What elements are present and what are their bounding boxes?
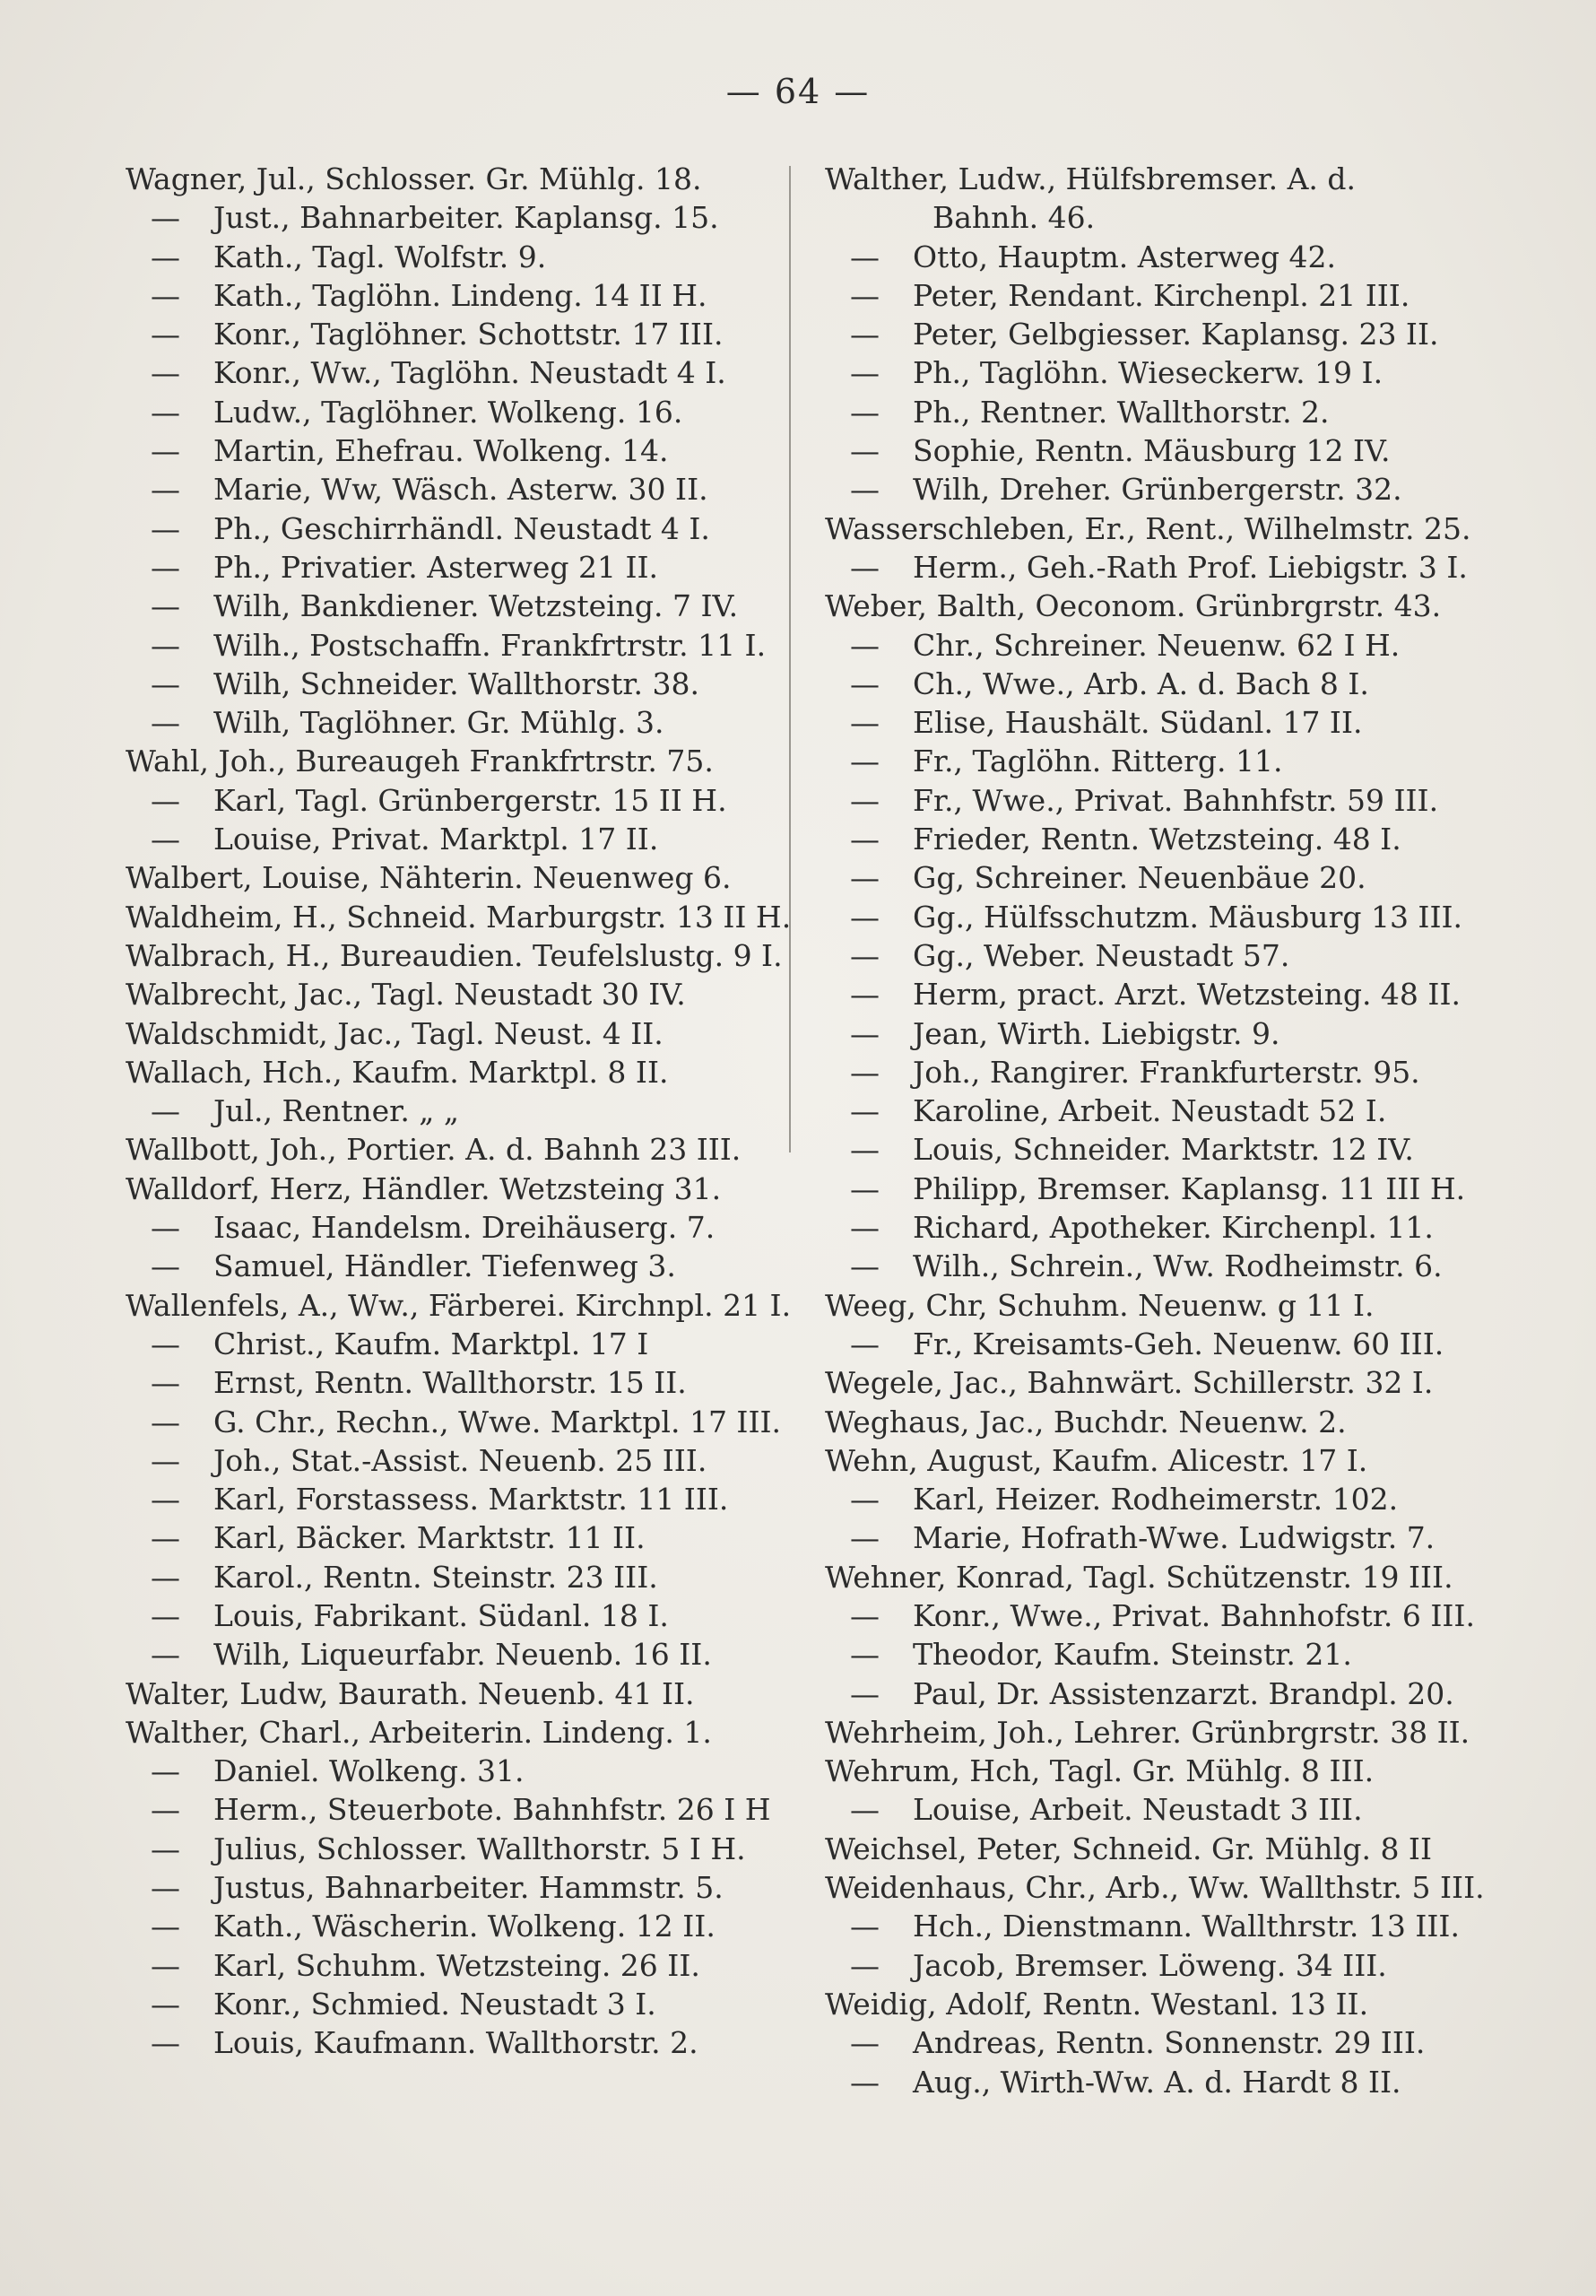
entry-text: Jacob, Bremser. Löweng. 34 III. xyxy=(913,1947,1387,1983)
entry-text: Kath., Wäscherin. Wolkeng. 12 II. xyxy=(213,1909,716,1944)
ditto-dash: — xyxy=(850,744,880,779)
ditto-dash: — xyxy=(850,937,880,973)
directory-entry xyxy=(126,1713,798,1752)
entry-text: Wilh, Taglöhner. Gr. Mühlg. 3. xyxy=(213,705,664,741)
directory-sub-entry xyxy=(825,1091,1506,1130)
ditto-dash: — xyxy=(850,394,880,430)
ditto-dash: — xyxy=(151,782,180,818)
directory-entry xyxy=(825,1558,1506,1596)
entry-text: Kath., Tagl. Wolfstr. 9. xyxy=(213,239,547,274)
directory-entry xyxy=(825,160,1506,198)
directory-sub-entry xyxy=(126,1208,798,1247)
ditto-dash: — xyxy=(151,200,180,236)
directory-sub-entry xyxy=(126,1518,798,1557)
entry-text: Justus, Bahnarbeiter. Hammstr. 5. xyxy=(213,1870,724,1906)
ditto-dash: — xyxy=(850,822,880,857)
ditto-dash: — xyxy=(151,588,180,624)
directory-sub-entry xyxy=(126,1868,798,1907)
directory-sub-entry xyxy=(126,626,798,665)
entry-text: Wallbott, Joh., Portier. A. d. Bahnh 23 III. xyxy=(126,1132,742,1168)
directory-sub-entry xyxy=(825,1325,1506,1363)
directory-sub-entry xyxy=(126,509,798,548)
entry-text: Waldschmidt, Jac., Tagl. Neust. 4 II. xyxy=(126,1015,664,1051)
entry-text: Wilh, Dreher. Grünbergerstr. 32. xyxy=(913,472,1402,508)
entry-text: Bahnh. 46. xyxy=(932,200,1096,236)
directory-sub-entry xyxy=(825,276,1506,315)
directory-sub-entry xyxy=(126,315,798,353)
directory-sub-entry xyxy=(825,742,1506,780)
directory-entry xyxy=(126,898,798,936)
entry-text: Konr., Wwe., Privat. Bahnhofstr. 6 III. xyxy=(913,1597,1475,1633)
directory-sub-entry xyxy=(825,1170,1506,1208)
entry-text: Theodor, Kaufm. Steinstr. 21. xyxy=(913,1637,1352,1673)
directory-entry xyxy=(825,1441,1506,1480)
entry-text: Wehrum, Hch, Tagl. Gr. Mühlg. 8 III. xyxy=(825,1753,1375,1789)
entry-text: Walbert, Louise, Nähterin. Neuenweg 6. xyxy=(126,860,732,896)
directory-sub-entry xyxy=(126,1830,798,1868)
ditto-dash: — xyxy=(151,1986,180,2022)
ditto-dash: — xyxy=(850,977,880,1013)
directory-sub-entry xyxy=(126,353,798,392)
entry-text: Fr., Wwe., Privat. Bahnhfstr. 59 III. xyxy=(913,782,1439,818)
entry-text: Weeg, Chr, Schuhm. Neuenw. g 11 I. xyxy=(825,1287,1375,1323)
entry-text: Sophie, Rentn. Mäusburg 12 IV. xyxy=(913,433,1391,469)
ditto-dash: — xyxy=(151,822,180,857)
entry-text: Wasserschleben, Er., Rent., Wilhelmstr. 25. xyxy=(825,510,1471,546)
entry-text: Wallenfels, A., Ww., Färberei. Kirchnpl. 21 I. xyxy=(126,1287,792,1323)
directory-sub-entry xyxy=(825,820,1506,858)
directory-sub-entry xyxy=(825,936,1506,975)
directory-sub-entry xyxy=(126,1596,798,1635)
entry-text: Ch., Wwe., Arb. A. d. Bach 8 I. xyxy=(913,665,1369,701)
ditto-dash: — xyxy=(151,472,180,508)
directory-sub-entry xyxy=(825,626,1506,665)
directory-sub-entry xyxy=(825,315,1506,353)
entry-text: Wilh, Liqueurfabr. Neuenb. 16 II. xyxy=(213,1637,712,1673)
directory-sub-entry xyxy=(126,1946,798,1985)
entry-text: Weichsel, Peter, Schneid. Gr. Mühlg. 8 II xyxy=(825,1831,1432,1866)
entry-text: Chr., Schreiner. Neuenw. 62 I H. xyxy=(913,627,1401,663)
directory-sub-entry xyxy=(825,2063,1506,2101)
entry-text: G. Chr., Rechn., Wwe. Marktpl. 17 III. xyxy=(213,1404,782,1439)
entry-text: Paul, Dr. Assistenzarzt. Brandpl. 20. xyxy=(913,1675,1454,1711)
entry-text: Gg., Hülfsschutzm. Mäusburg 13 III. xyxy=(913,899,1463,935)
entry-text: Wahl, Joh., Bureaugeh Frankfrtrstr. 75. xyxy=(126,744,714,779)
entry-text: Konr., Taglöhner. Schottstr. 17 III. xyxy=(213,317,724,352)
ditto-dash: — xyxy=(151,1482,180,1518)
ditto-dash: — xyxy=(850,1675,880,1711)
directory-sub-entry xyxy=(825,1946,1506,1985)
ditto-dash: — xyxy=(850,627,880,663)
entry-text: Peter, Rendant. Kirchenpl. 21 III. xyxy=(913,277,1410,313)
ditto-dash: — xyxy=(850,1637,880,1673)
directory-sub-entry xyxy=(126,1480,798,1518)
directory-sub-entry xyxy=(126,1790,798,1829)
directory-sub-entry xyxy=(825,548,1506,587)
entry-text: Weghaus, Jac., Buchdr. Neuenw. 2. xyxy=(825,1404,1347,1439)
directory-sub-entry xyxy=(825,353,1506,392)
ditto-dash: — xyxy=(850,1210,880,1246)
entry-text: Wegele, Jac., Bahnwärt. Schillerstr. 32 I. xyxy=(825,1365,1434,1401)
ditto-dash: — xyxy=(850,277,880,313)
directory-sub-entry xyxy=(825,1053,1506,1091)
directory-sub-entry xyxy=(126,1558,798,1596)
directory-sub-entry xyxy=(126,1635,798,1674)
directory-entry xyxy=(126,1014,798,1053)
directory-entry-continuation xyxy=(825,198,1506,237)
entry-text: Louis, Schneider. Marktstr. 12 IV. xyxy=(913,1132,1414,1168)
directory-entry xyxy=(126,975,798,1013)
entry-text: Herm., Steuerbote. Bahnhfstr. 26 I H xyxy=(213,1792,771,1828)
entry-text: Kath., Taglöhn. Lindeng. 14 II H. xyxy=(213,277,707,313)
directory-entry xyxy=(825,1363,1506,1402)
directory-entry xyxy=(126,1130,798,1169)
entry-text: Wehrheim, Joh., Lehrer. Grünbrgrstr. 38 II. xyxy=(825,1714,1470,1750)
ditto-dash: — xyxy=(151,1093,180,1129)
ditto-dash: — xyxy=(850,2025,880,2061)
entry-text: Karl, Schuhm. Wetzsteing. 26 II. xyxy=(213,1947,700,1983)
directory-sub-entry xyxy=(126,665,798,703)
directory-sub-entry xyxy=(126,1752,798,1790)
directory-sub-entry xyxy=(126,1325,798,1363)
directory-sub-entry xyxy=(126,587,798,625)
ditto-dash: — xyxy=(151,1597,180,1633)
directory-sub-entry xyxy=(825,1674,1506,1713)
directory-sub-entry xyxy=(126,2023,798,2062)
entry-text: Wilh., Postschaffn. Frankfrtrstr. 11 I. xyxy=(213,627,767,663)
directory-entry xyxy=(825,1752,1506,1790)
ditto-dash: — xyxy=(850,239,880,274)
entry-text: Gg., Weber. Neustadt 57. xyxy=(913,937,1290,973)
ditto-dash: — xyxy=(850,1170,880,1206)
entry-text: Weber, Balth, Oeconom. Grünbrgrstr. 43. xyxy=(825,588,1442,624)
ditto-dash: — xyxy=(850,1482,880,1518)
ditto-dash: — xyxy=(151,1947,180,1983)
ditto-dash: — xyxy=(850,1015,880,1051)
ditto-dash: — xyxy=(850,317,880,352)
directory-entry xyxy=(126,1053,798,1091)
entry-text: Joh., Rangirer. Frankfurterstr. 95. xyxy=(913,1054,1420,1090)
ditto-dash: — xyxy=(850,665,880,701)
ditto-dash: — xyxy=(151,1909,180,1944)
directory-entry xyxy=(126,1286,798,1325)
directory-sub-entry xyxy=(825,238,1506,276)
entry-text: Samuel, Händler. Tiefenweg 3. xyxy=(213,1248,676,1284)
directory-entry xyxy=(825,1713,1506,1752)
ditto-dash: — xyxy=(151,1792,180,1828)
directory-entry xyxy=(126,936,798,975)
directory-sub-entry xyxy=(825,1247,1506,1285)
directory-entry xyxy=(825,1403,1506,1441)
entry-text: Marie, Ww, Wäsch. Asterw. 30 II. xyxy=(213,472,708,508)
ditto-dash: — xyxy=(151,317,180,352)
directory-sub-entry xyxy=(126,1907,798,1945)
directory-sub-entry xyxy=(126,431,798,470)
entry-text: Isaac, Handelsm. Dreihäuserg. 7. xyxy=(213,1210,716,1246)
directory-sub-entry xyxy=(126,548,798,587)
directory-sub-entry xyxy=(126,1247,798,1285)
entry-text: Ludw., Taglöhner. Wolkeng. 16. xyxy=(213,394,683,430)
directory-sub-entry xyxy=(126,1985,798,2023)
entry-text: Richard, Apotheker. Kirchenpl. 11. xyxy=(913,1210,1434,1246)
entry-text: Waldheim, H., Schneid. Marburgstr. 13 II H. xyxy=(126,899,792,935)
directory-entry xyxy=(825,1868,1506,1907)
directory-sub-entry xyxy=(126,1363,798,1402)
entry-text: Christ., Kaufm. Marktpl. 17 I xyxy=(213,1326,649,1361)
entry-text: Konr., Ww., Taglöhn. Neustadt 4 I. xyxy=(213,355,726,391)
directory-sub-entry xyxy=(126,1403,798,1441)
entry-text: Ph., Geschirrhändl. Neustadt 4 I. xyxy=(213,510,710,546)
entry-text: Peter, Gelbgiesser. Kaplansg. 23 II. xyxy=(913,317,1439,352)
ditto-dash: — xyxy=(151,239,180,274)
directory-entry xyxy=(825,1830,1506,1868)
entry-text: Wilh., Schrein., Ww. Rodheimstr. 6. xyxy=(913,1248,1443,1284)
entry-text: Wagner, Jul., Schlosser. Gr. Mühlg. 18. xyxy=(126,161,702,196)
ditto-dash: — xyxy=(850,1947,880,1983)
entry-text: Wilh, Bankdiener. Wetzsteing. 7 IV. xyxy=(213,588,739,624)
entry-text: Martin, Ehefrau. Wolkeng. 14. xyxy=(213,433,669,469)
entry-text: Fr., Taglöhn. Ritterg. 11. xyxy=(913,744,1283,779)
ditto-dash: — xyxy=(850,1248,880,1284)
entry-text: Julius, Schlosser. Wallthorstr. 5 I H. xyxy=(213,1831,746,1866)
entry-text: Aug., Wirth-Ww. A. d. Hardt 8 II. xyxy=(913,2064,1401,2100)
ditto-dash: — xyxy=(850,782,880,818)
ditto-dash: — xyxy=(850,1792,880,1828)
entry-text: Andreas, Rentn. Sonnenstr. 29 III. xyxy=(913,2025,1426,2061)
entry-text: Just., Bahnarbeiter. Kaplansg. 15. xyxy=(213,200,719,236)
ditto-dash: — xyxy=(151,1753,180,1789)
directory-sub-entry xyxy=(825,975,1506,1013)
entry-text: Karl, Heizer. Rodheimerstr. 102. xyxy=(913,1482,1399,1518)
entry-text: Otto, Hauptm. Asterweg 42. xyxy=(913,239,1336,274)
ditto-dash: — xyxy=(850,1909,880,1944)
directory-sub-entry xyxy=(825,1596,1506,1635)
entry-text: Daniel. Wolkeng. 31. xyxy=(213,1753,525,1789)
ditto-dash: — xyxy=(151,1559,180,1595)
entry-text: Weidenhaus, Chr., Arb., Ww. Wallthstr. 5 III. xyxy=(825,1870,1485,1906)
ditto-dash: — xyxy=(151,510,180,546)
ditto-dash: — xyxy=(151,1442,180,1478)
entry-text: Walter, Ludw, Baurath. Neuenb. 41 II. xyxy=(126,1675,695,1711)
ditto-dash: — xyxy=(151,1637,180,1673)
ditto-dash: — xyxy=(151,277,180,313)
page-number: — 64 — xyxy=(725,72,871,111)
entry-text: Jul., Rentner. „ „ xyxy=(213,1093,459,1129)
directory-entry xyxy=(126,1674,798,1713)
directory-sub-entry xyxy=(825,1518,1506,1557)
entry-text: Hch., Dienstmann. Wallthrstr. 13 III. xyxy=(913,1909,1460,1944)
ditto-dash: — xyxy=(850,1520,880,1556)
ditto-dash: — xyxy=(151,627,180,663)
ditto-dash: — xyxy=(850,899,880,935)
entry-text: Karl, Forstassess. Marktstr. 11 III. xyxy=(213,1482,729,1518)
ditto-dash: — xyxy=(151,355,180,391)
ditto-dash: — xyxy=(151,1870,180,1906)
entry-text: Wehn, August, Kaufm. Alicestr. 17 I. xyxy=(825,1442,1368,1478)
entry-text: Walbrecht, Jac., Tagl. Neustadt 30 IV. xyxy=(126,977,686,1013)
ditto-dash: — xyxy=(850,2064,880,2100)
directory-entry xyxy=(126,1170,798,1208)
directory-sub-entry xyxy=(126,393,798,431)
entry-text: Joh., Stat.-Assist. Neuenb. 25 III. xyxy=(213,1442,707,1478)
entry-text: Louis, Kaufmann. Wallthorstr. 2. xyxy=(213,2025,698,2061)
entry-text: Louise, Arbeit. Neustadt 3 III. xyxy=(913,1792,1363,1828)
entry-text: Fr., Kreisamts-Geh. Neuenw. 60 III. xyxy=(913,1326,1444,1361)
ditto-dash: — xyxy=(151,665,180,701)
entry-text: Karl, Tagl. Grünbergerstr. 15 II H. xyxy=(213,782,727,818)
entry-text: Wilh, Schneider. Wallthorstr. 38. xyxy=(213,665,699,701)
directory-sub-entry xyxy=(126,276,798,315)
directory-sub-entry xyxy=(825,1208,1506,1247)
ditto-dash: — xyxy=(151,1210,180,1246)
ditto-dash: — xyxy=(850,1093,880,1129)
entry-text: Karl, Bäcker. Marktstr. 11 II. xyxy=(213,1520,646,1556)
ditto-dash: — xyxy=(151,1520,180,1556)
entry-text: Ernst, Rentn. Wallthorstr. 15 II. xyxy=(213,1365,687,1401)
directory-sub-entry xyxy=(825,431,1506,470)
directory-sub-entry xyxy=(825,1480,1506,1518)
entry-text: Marie, Hofrath-Wwe. Ludwigstr. 7. xyxy=(913,1520,1436,1556)
directory-sub-entry xyxy=(825,1790,1506,1829)
directory-sub-entry xyxy=(825,781,1506,820)
ditto-dash: — xyxy=(850,1597,880,1633)
entry-text: Walther, Ludw., Hülfsbremser. A. d. xyxy=(825,161,1357,196)
entry-text: Elise, Haushält. Südanl. 17 II. xyxy=(913,705,1363,741)
entry-text: Weidig, Adolf, Rentn. Westanl. 13 II. xyxy=(825,1986,1369,2022)
ditto-dash: — xyxy=(850,433,880,469)
entry-text: Louise, Privat. Marktpl. 17 II. xyxy=(213,822,659,857)
entry-text: Walbrach, H., Bureaudien. Teufelslustg. 9 I. xyxy=(126,937,783,973)
ditto-dash: — xyxy=(850,705,880,741)
directory-entry xyxy=(126,742,798,780)
ditto-dash: — xyxy=(151,433,180,469)
ditto-dash: — xyxy=(151,705,180,741)
directory-sub-entry xyxy=(825,1635,1506,1674)
directory-sub-entry xyxy=(825,898,1506,936)
ditto-dash: — xyxy=(850,1326,880,1361)
left-column xyxy=(126,160,798,2063)
directory-sub-entry xyxy=(126,1441,798,1480)
ditto-dash: — xyxy=(151,2025,180,2061)
directory-entry xyxy=(126,160,798,198)
directory-sub-entry xyxy=(825,858,1506,897)
ditto-dash: — xyxy=(151,1365,180,1401)
ditto-dash: — xyxy=(850,1054,880,1090)
ditto-dash: — xyxy=(151,1326,180,1361)
entry-text: Ph., Privatier. Asterweg 21 II. xyxy=(213,549,659,585)
directory-entry xyxy=(825,1286,1506,1325)
entry-text: Frieder, Rentn. Wetzsteing. 48 I. xyxy=(913,822,1401,857)
directory-entry xyxy=(825,509,1506,548)
directory-sub-entry xyxy=(126,820,798,858)
entry-text: Ph., Taglöhn. Wieseckerw. 19 I. xyxy=(913,355,1383,391)
ditto-dash: — xyxy=(850,549,880,585)
ditto-dash: — xyxy=(151,1831,180,1866)
entry-text: Herm., Geh.-Rath Prof. Liebigstr. 3 I. xyxy=(913,549,1468,585)
ditto-dash: — xyxy=(151,1404,180,1439)
entry-text: Konr., Schmied. Neustadt 3 I. xyxy=(213,1986,656,2022)
entry-text: Louis, Fabrikant. Südanl. 18 I. xyxy=(213,1597,669,1633)
entry-text: Philipp, Bremser. Kaplansg. 11 III H. xyxy=(913,1170,1466,1206)
directory-sub-entry xyxy=(126,703,798,742)
entry-text: Walldorf, Herz, Händler. Wetzsteing 31. xyxy=(126,1170,722,1206)
directory-sub-entry xyxy=(126,781,798,820)
ditto-dash: — xyxy=(850,1132,880,1168)
entry-text: Karoline, Arbeit. Neustadt 52 I. xyxy=(913,1093,1387,1129)
right-column xyxy=(825,160,1506,2101)
directory-sub-entry xyxy=(825,2023,1506,2062)
directory-sub-entry xyxy=(126,238,798,276)
ditto-dash: — xyxy=(850,472,880,508)
directory-sub-entry xyxy=(825,1130,1506,1169)
entry-text: Walther, Charl., Arbeiterin. Lindeng. 1. xyxy=(126,1714,712,1750)
directory-sub-entry xyxy=(126,198,798,237)
directory-sub-entry xyxy=(825,393,1506,431)
ditto-dash: — xyxy=(151,1248,180,1284)
entry-text: Wehner, Konrad, Tagl. Schützenstr. 19 III. xyxy=(825,1559,1453,1595)
ditto-dash: — xyxy=(151,549,180,585)
entry-text: Ph., Rentner. Wallthorstr. 2. xyxy=(913,394,1330,430)
directory-sub-entry xyxy=(126,470,798,509)
directory-sub-entry xyxy=(825,703,1506,742)
directory-sub-entry xyxy=(825,665,1506,703)
ditto-dash: — xyxy=(151,394,180,430)
directory-sub-entry xyxy=(825,1014,1506,1053)
directory-entry xyxy=(825,1985,1506,2023)
directory-entry xyxy=(825,587,1506,625)
entry-text: Herm, pract. Arzt. Wetzsteing. 48 II. xyxy=(913,977,1461,1013)
directory-sub-entry xyxy=(126,1091,798,1130)
directory-sub-entry xyxy=(825,470,1506,509)
directory-entry xyxy=(126,858,798,897)
ditto-dash: — xyxy=(850,355,880,391)
entry-text: Jean, Wirth. Liebigstr. 9. xyxy=(913,1015,1280,1051)
directory-sub-entry xyxy=(825,1907,1506,1945)
ditto-dash: — xyxy=(850,860,880,896)
entry-text: Gg, Schreiner. Neuenbäue 20. xyxy=(913,860,1366,896)
entry-text: Wallach, Hch., Kaufm. Marktpl. 8 II. xyxy=(126,1054,669,1090)
entry-text: Karol., Rentn. Steinstr. 23 III. xyxy=(213,1559,658,1595)
